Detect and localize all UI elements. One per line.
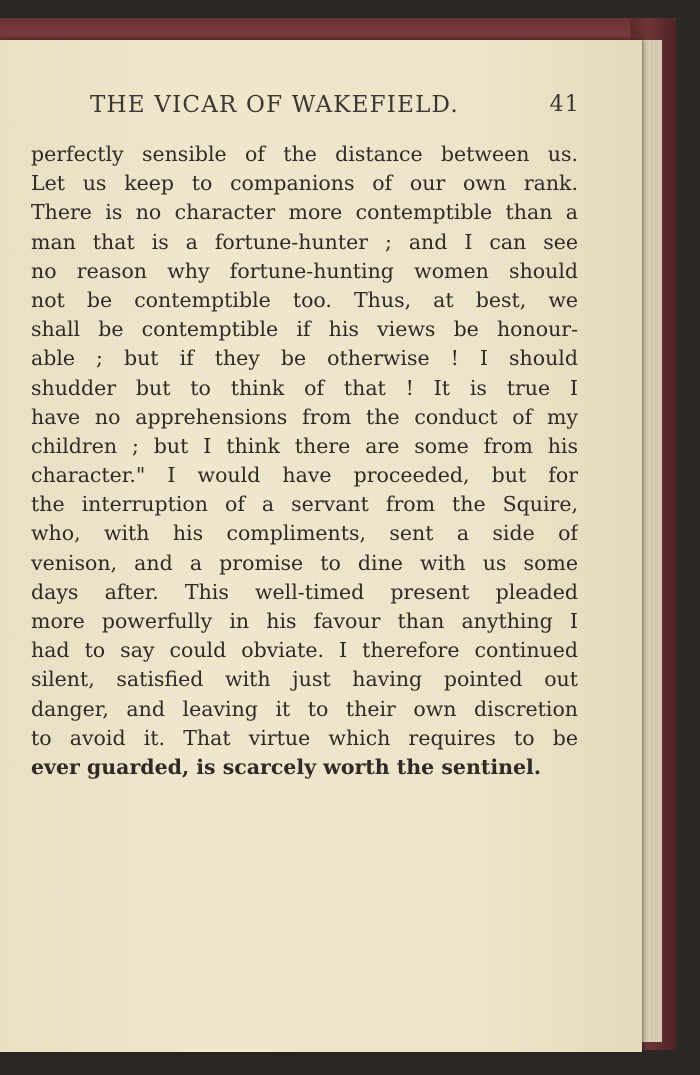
text-line: silent, satisfied with just having pointed out <box>31 667 578 692</box>
running-title: THE VICAR OF WAKEFIELD. <box>90 92 459 118</box>
text-line: shall be contemptible if his views be honour- <box>31 317 578 342</box>
text-line: man that is a fortune-hunter ; and I can see <box>31 229 578 254</box>
text-line: danger, and leaving it to their own discretion <box>31 696 578 721</box>
text-line: able ; but if they be otherwise ! I should <box>31 346 578 371</box>
body-paragraph <box>31 140 578 782</box>
text-line: who, with his compliments, sent a side of <box>31 521 578 546</box>
text-line: not be contemptible too. Thus, at best, we <box>31 287 578 312</box>
text-line: had to say could obviate. I therefore continued <box>31 638 578 663</box>
text-line: character." I would have proceeded, but for <box>31 463 578 488</box>
text-line: to avoid it. That virtue which requires to be <box>31 725 578 750</box>
text-line: days after. This well-timed present pleaded <box>31 579 578 604</box>
text-line: shudder but to think of that ! It is true I <box>31 375 578 400</box>
text-line: have no apprehensions from the conduct of my <box>31 404 578 429</box>
text-line: venison, and a promise to dine with us some <box>31 550 578 575</box>
text-line: the interruption of a servant from the Squire, <box>31 492 578 517</box>
page-number: 41 <box>549 92 580 117</box>
text-line: There is no character more contemptible than a <box>31 200 578 225</box>
text-line-final: ever guarded, is scarcely worth the sentinel. <box>31 754 541 779</box>
book-page <box>0 40 642 1052</box>
text-line: more powerfully in his favour than anything I <box>31 609 578 633</box>
text-line: children ; but I think there are some from his <box>31 433 578 458</box>
text-line: Let us keep to companions of our own rank. <box>31 171 578 196</box>
text-line: no reason why fortune-hunting women should <box>31 258 578 283</box>
text-line: perfectly sensible of the distance between us. <box>31 142 578 166</box>
